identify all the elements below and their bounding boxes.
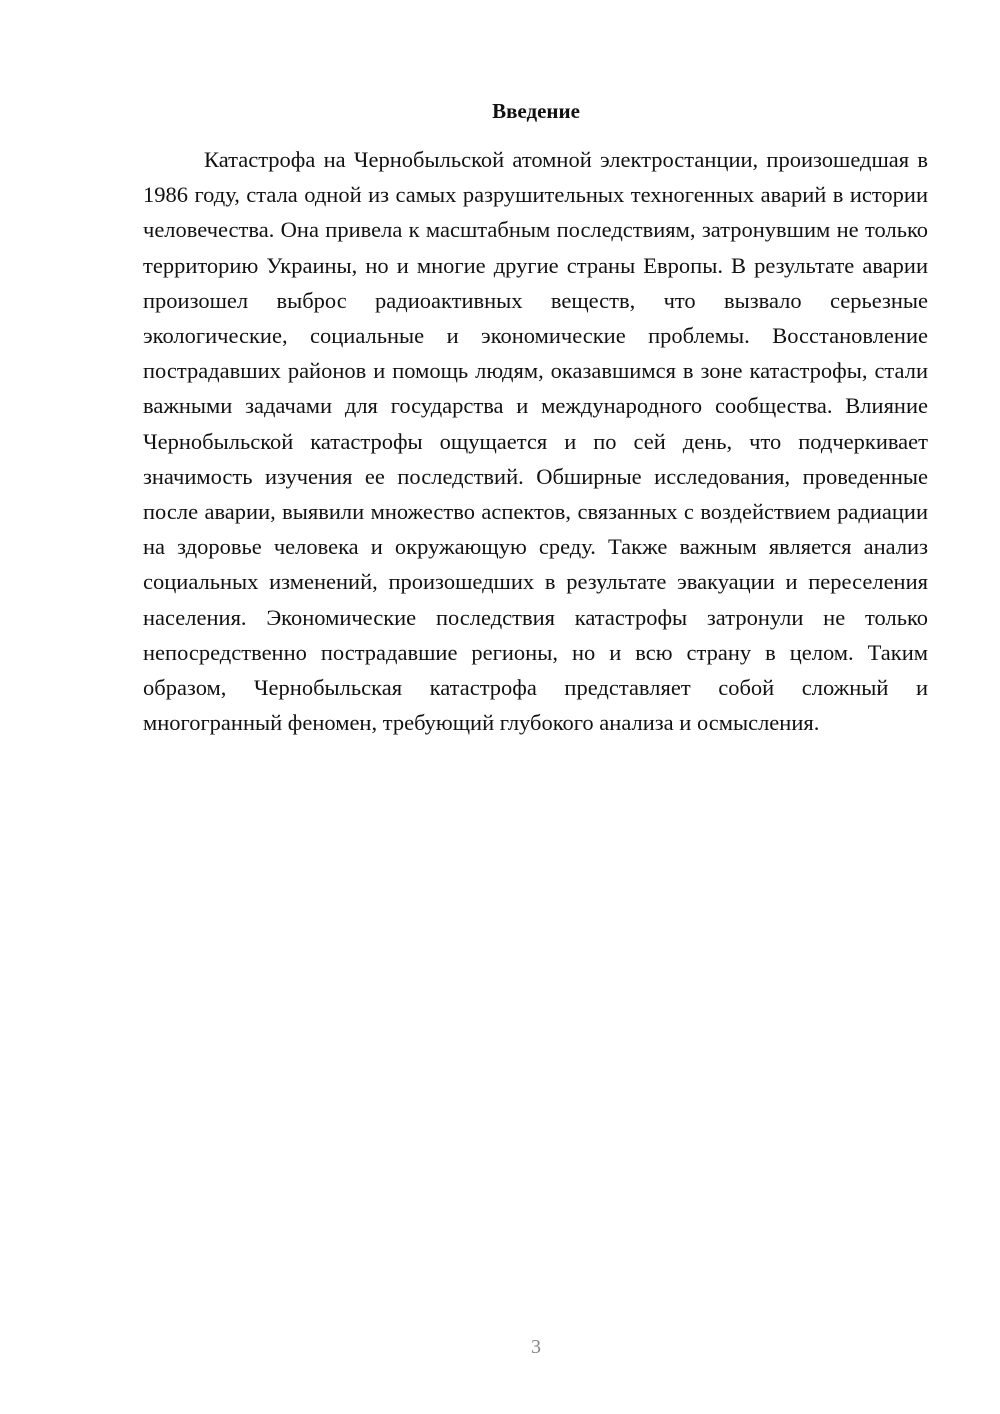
section-heading: Введение [492,99,580,123]
page-number: 3 [531,1336,541,1358]
introduction-paragraph: Катастрофа на Чернобыльской атомной электростанции, произошедшая в 1986 году, стала одной из самых разрушительных техногенных аварий в истории человечества. Она привела к масштабным последствиям, затронувшим не только территорию Украины, но и многие другие страны Европы. В результате аварии произошел выброс радиоактивных веществ, что вызвало серьезные экологические, социальные и экономические проблемы. Восстановление пострадавших районов и помощь людям, оказавшимся в зоне катастрофы, стали важными задачами для государства и международного сообщества. Влияние Чернобыльской катастрофы ощущается и по сей день, что подчеркивает значимость изучения ее последствий. Обширные исследования, проведенные после аварии, выявили множество аспектов, связанных с воздействием радиации на здоровье человека и окружающую среду. Также важным является анализ социальных изменений, произошедших в результате эвакуации и переселения населения. Экономические последствия катастрофы затронули не только непосредственно пострадавшие регионы, но и всю страну в целом. Таким образом, Чернобыльская катастрофа представляет собой сложный и многогранный феномен, требующий глубокого анализа и осмысления. [143,147,928,736]
